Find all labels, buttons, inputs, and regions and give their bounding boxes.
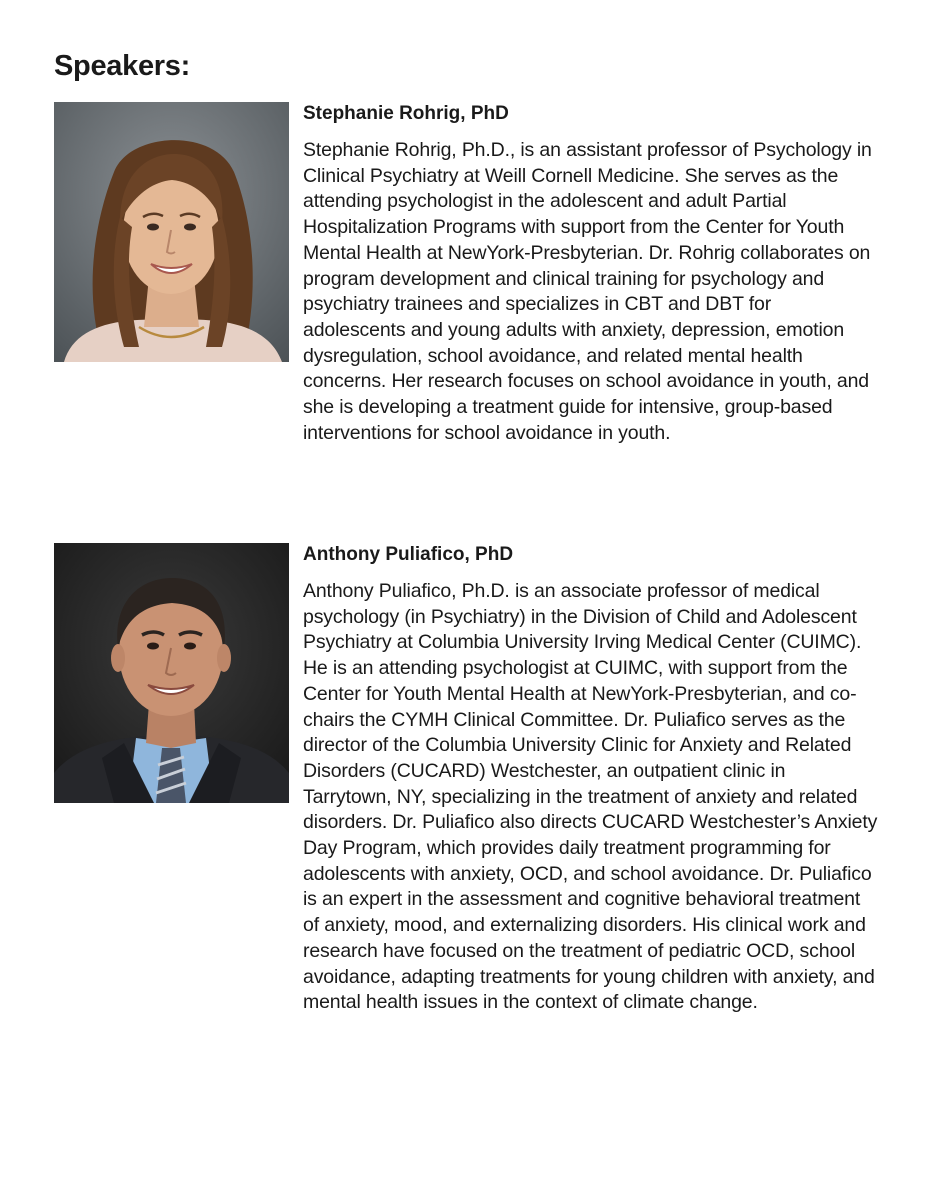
speaker-bio: Stephanie Rohrig, Ph.D., is an assistant professor of Psychology in Clinical Psychiatry at Weill Cornell Medicine. She serves as the attending psychologist in the adolescent and adult Partial Hospitalization Programs with support from the Center for Youth Mental Health at NewYork-Presbyterian. Dr. Rohrig collaborates on program development and clinical training for psychology and psychiatry trainees and specializes in CBT and DBT for adolescents and young adults with anxiety, depression, emotion dysregulation, school avoidance, and related mental health concerns. Her research focuses on school avoidance in youth, and she is developing a treatment guide for intensive, group-based interventions for school avoidance in youth.	[303, 139, 872, 444]
speaker-bio: Anthony Puliafico, Ph.D. is an associate professor of medical psychology (in Psychiatry) in the Division of Child and Adolescent Psychiatry at Columbia University Irving Medical Center (CUIMC). He is an attending psychologist at CUIMC, with support from the Center for Youth Mental Health at NewYork-Presbyterian, and co-chairs the CYMH Clinical Committee. Dr. Puliafico serves as the director of the Columbia University Clinic for Anxiety and Related Disorders (CUCARD) Westchester, an outpatient clinic in Tarrytown, NY, specializing in the treatment of anxiety and related disorders. Dr. Puliafico also directs CUCARD Westchester’s Anxiety Day Program, which provides daily treatment programming for adolescents with anxiety, OCD, and school avoidance. Dr. Puliafico is an expert in the assessment and cognitive behavioral treatment of anxiety, mood, and externalizing disorders. His clinical work and research have focused on the treatment of pediatric OCD, school avoidance, adapting treatments for young children with anxiety, and mental health issues in the context of climate change.	[303, 580, 878, 1014]
portrait-image	[54, 543, 289, 803]
speaker-name: Anthony Puliafico, PhD	[303, 544, 514, 565]
speaker-name: Stephanie Rohrig, PhD	[303, 103, 509, 124]
speaker-photo	[54, 543, 289, 803]
portrait-image	[54, 102, 289, 362]
speaker-photo	[54, 102, 289, 362]
page-heading: Speakers:	[54, 50, 190, 82]
